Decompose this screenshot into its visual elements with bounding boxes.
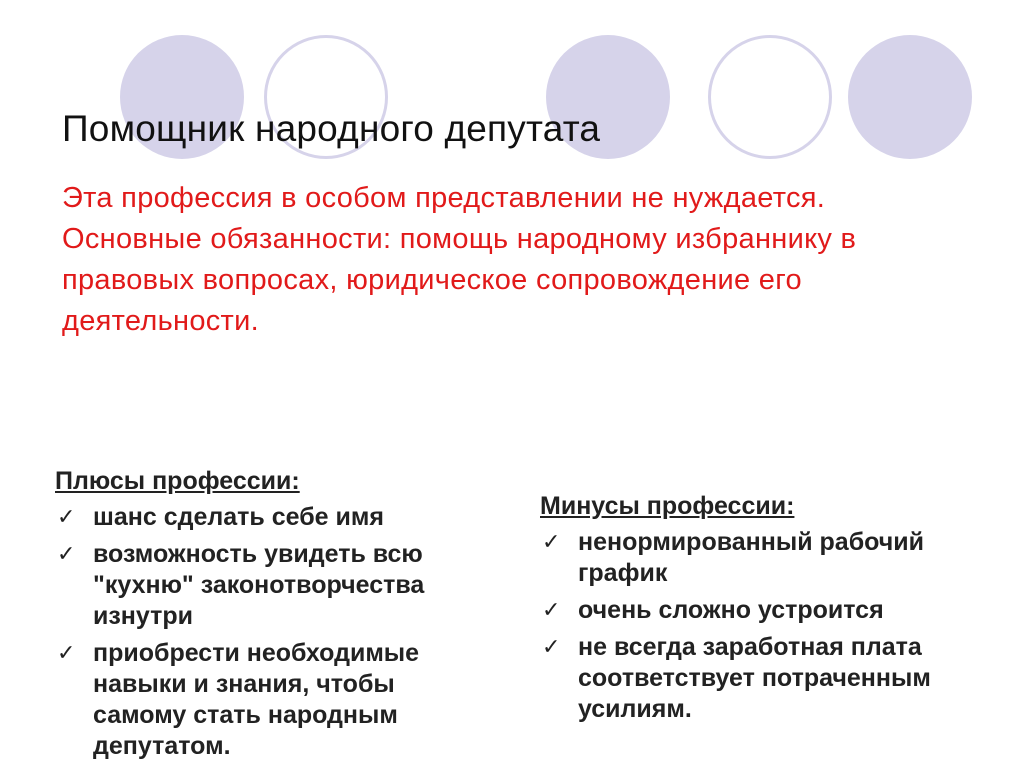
list-item [55,502,485,533]
checkmark-icon: ✓ [57,505,76,530]
list-item [540,595,970,626]
checkmark-icon: ✓ [57,542,76,567]
list-item-text: возможность увидеть всю "кухню" законотворчества изнутри [93,540,425,630]
list-item [540,527,970,589]
cons-heading: Минусы профессии: [540,492,795,520]
slide-title: Помощник народного депутата [62,108,601,149]
list-item-text: приобрести необходимые навыки и знания, чтобы самому стать народным депутатом. [93,639,420,760]
checkmark-icon: ✓ [542,635,561,660]
decor-circle-5 [848,35,972,159]
list-item-text: шанс сделать себе имя [93,503,384,531]
cons-list [540,527,970,725]
pros-list [55,502,485,762]
cons-column [540,492,970,731]
pros-heading: Плюсы профессии: [55,467,300,495]
list-item-text: не всегда заработная плата соответствует потраченным усилиям. [578,633,931,723]
checkmark-icon: ✓ [542,598,561,623]
intro-text: Эта профессия в особом представлении не нуждается. Основные обязанности: помощь народному избраннику в правовых вопросах, юридическое сопровождение его деятельности. [62,182,857,337]
checkmark-icon: ✓ [542,530,561,555]
list-item [540,632,970,725]
list-item [55,638,485,762]
list-item [55,539,485,632]
decor-circle-4 [708,35,832,159]
checkmark-icon: ✓ [57,641,76,666]
list-item-text: очень сложно устроится [578,596,884,624]
pros-column [55,467,485,768]
list-item-text: ненормированный рабочий график [578,528,925,587]
